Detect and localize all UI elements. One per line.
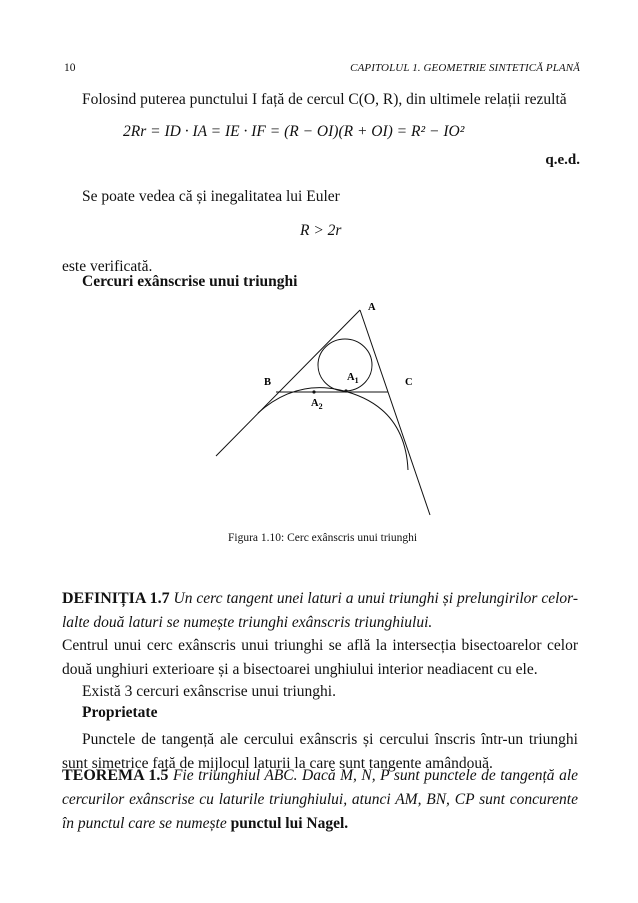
label-c: C <box>405 377 413 388</box>
property-heading: Proprietate <box>82 704 158 721</box>
label-a2: $A_2$ <box>311 398 323 411</box>
main-equation: 2Rr = ID · IA = IE · IF = (R − OI)(R + OI) = R² − IO² <box>123 123 465 140</box>
label-a1: $A_1$ <box>347 372 359 385</box>
excircle-count: Există 3 cercuri exânscrise unui triunghi. <box>82 683 336 700</box>
label-a: A <box>368 302 376 313</box>
euler-conclusion: este verificată. <box>62 258 153 275</box>
property-text: Punctele de tangență ale cercului exânscris și cercului înscris într-un triunghi sunt simetrice față de mijlocul laturii la care sunt tangente amândouă. <box>62 731 578 772</box>
nagel-point: punctul lui Nagel. <box>230 815 349 832</box>
qed-mark: q.e.d. <box>545 152 580 168</box>
theorem-label: TEOREMA 1.5 <box>62 767 169 784</box>
euler-formula: R > 2r <box>300 222 342 239</box>
incircle <box>318 339 372 391</box>
definition-label: DEFINIȚIA 1.7 <box>62 590 170 607</box>
point-a2 <box>312 390 315 393</box>
section-heading: Cercuri exânscrise unui triunghi <box>82 273 298 290</box>
euler-intro: Se poate vedea că și inegalitatea lui Euler <box>82 188 340 205</box>
definition-block <box>62 587 578 635</box>
excircle-figure <box>200 300 450 525</box>
theorem-text: Fie triunghiul ABC. Dacă M, N, P sunt punctele de tangență ale cercurilor exânscrise cu laturile triunghiului, atunci AM, BN, CP sunt concurente în punctul care se numește <box>62 767 578 832</box>
page-number: 10 <box>64 62 76 74</box>
chapter-title: CAPITOLUL 1. GEOMETRIE SINTETICĂ PLANĂ <box>350 62 580 74</box>
intro-line: Folosind puterea punctului I față de cercul C(O, R), din ultimele relații rezultă <box>82 91 567 108</box>
figure-caption: Figura 1.10: Cerc exânscris unui triunghi <box>228 532 418 544</box>
line-ab <box>216 310 360 456</box>
excircle-arc <box>258 388 408 470</box>
theorem-block <box>62 764 578 836</box>
line-ac <box>360 310 430 515</box>
center-paragraph: Centrul unui cerc exânscris unui triunghi se află la intersecția bisectoarelor celor două unghiuri exterioare și a bisectoarei unghiului interior neadiacent cu ele. <box>62 637 578 678</box>
definition-text: Un cerc tangent unei laturi a unui triunghi și prelungirilor celor-lalte două laturi se numește triunghi exânscris triunghiului. <box>62 590 579 631</box>
label-b: B <box>264 377 272 388</box>
point-a1 <box>344 389 347 392</box>
